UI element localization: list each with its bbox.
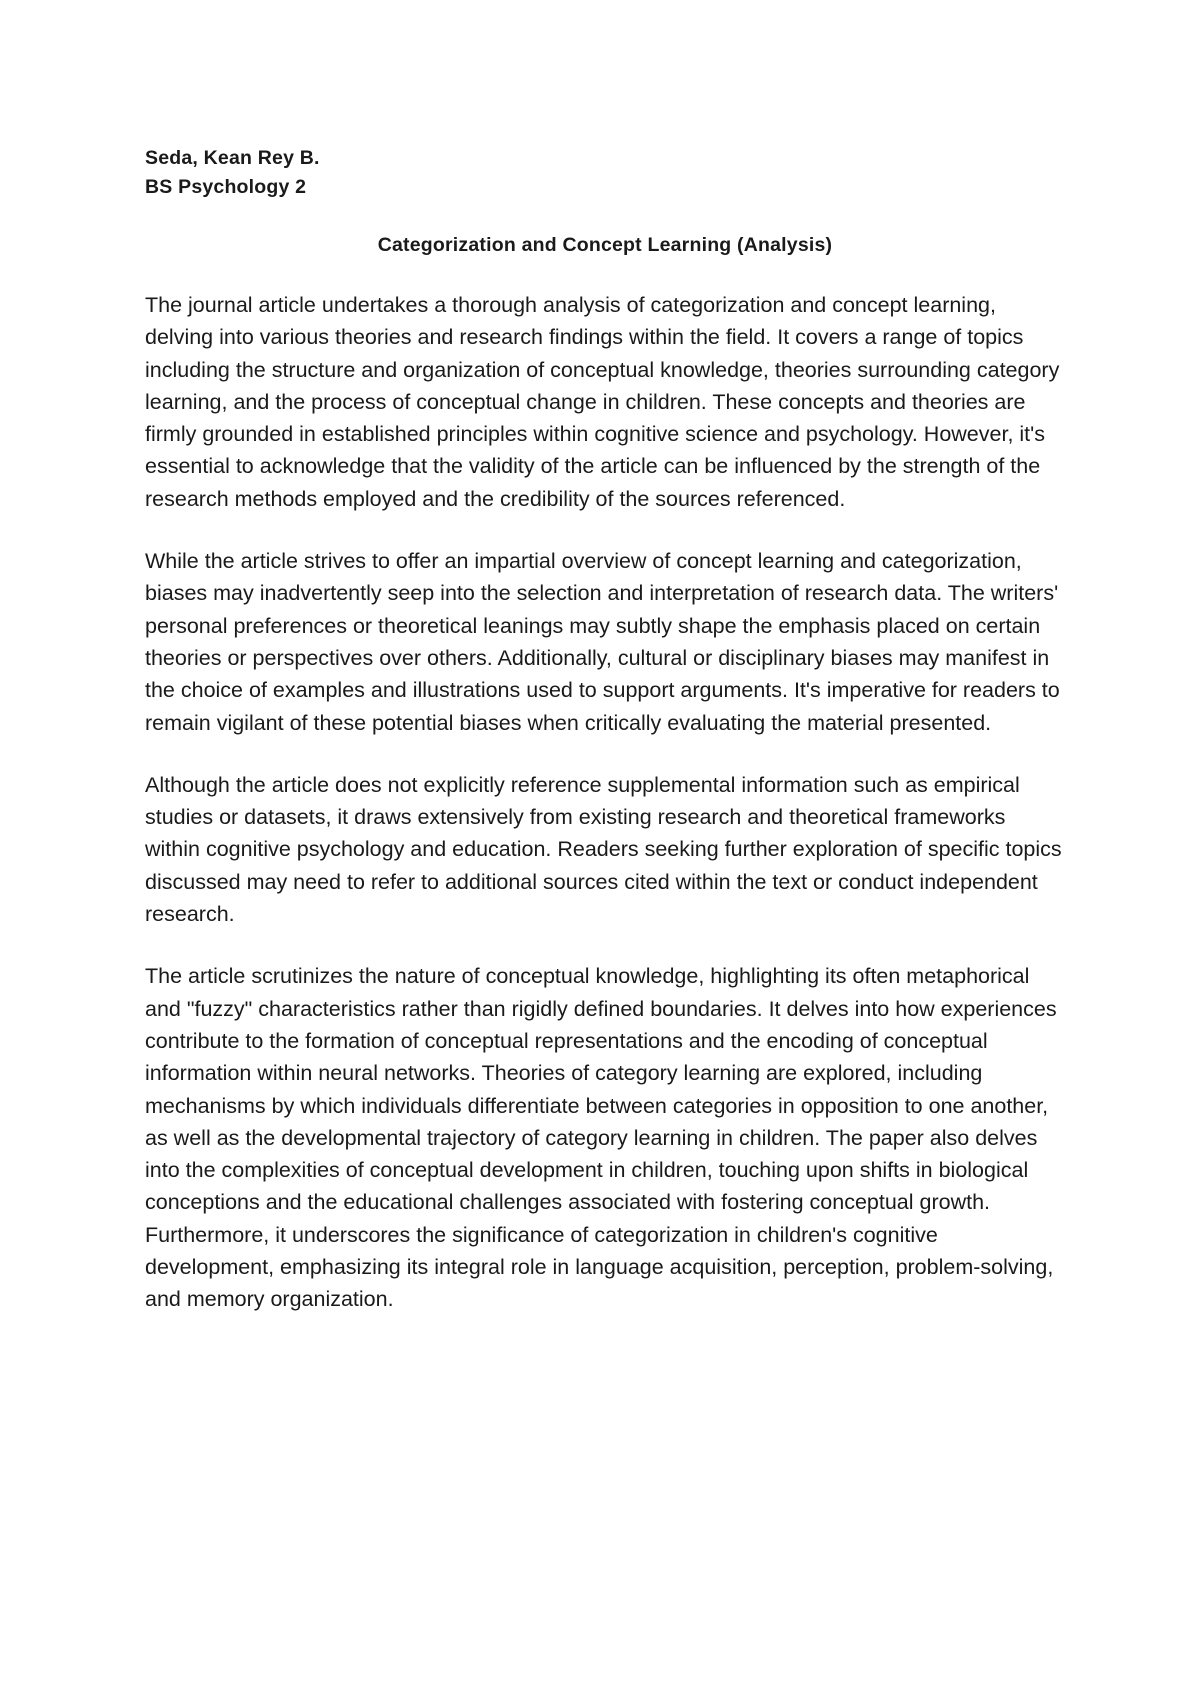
paragraph-4: The article scrutinizes the nature of conceptual knowledge, highlighting its often metaphorical and "fuzzy" characteristics rather than rigidly defined boundaries. It delves into how experiences contribute to the formation of conceptual representations and the encoding of conceptual information within neural networks. Theories of category learning are explored, including mechanisms by which individuals differentiate between categories in opposition to one another, as well as the developmental trajectory of category learning in children. The paper also delves into the complexities of conceptual development in children, touching upon shifts in biological conceptions and the educational challenges associated with fostering conceptual growth. Furthermore, it underscores the significance of categorization in children's cognitive development, emphasizing its integral role in language acquisition, perception, problem-solving, and memory organization. bbox=[145, 964, 1057, 1312]
document-body bbox=[145, 144, 1065, 1346]
paragraph-1: The journal article undertakes a thorough analysis of categorization and concept learning, delving into various theories and research findings within the field. It covers a range of topics including the structure and organization of conceptual knowledge, theories surrounding category learning, and the process of conceptual change in children. These concepts and theories are firmly grounded in established principles within cognitive science and psychology. However, it's essential to acknowledge that the validity of the article can be influenced by the strength of the research methods employed and the credibility of the sources referenced. bbox=[145, 293, 1060, 511]
document-title: Categorization and Concept Learning (Analysis) bbox=[377, 234, 833, 256]
paragraph-3: Although the article does not explicitly reference supplemental information such as empirical studies or datasets, it draws extensively from existing research and theoretical frameworks within cognitive psychology and education. Readers seeking further exploration of specific topics discussed may need to refer to additional sources cited within the text or conduct independent research. bbox=[145, 772, 1062, 927]
paragraph-2: While the article strives to offer an impartial overview of concept learning and categorization, biases may inadvertently seep into the selection and interpretation of research data. The writers' personal preferences or theoretical leanings may subtly shape the emphasis placed on certain theories or perspectives over others. Additionally, cultural or disciplinary biases may manifest in the choice of examples and illustrations used to support arguments. It's imperative for readers to remain vigilant of these potential biases when critically evaluating the material presented. bbox=[145, 549, 1060, 735]
author-program: BS Psychology 2 bbox=[145, 176, 307, 198]
author-name: Seda, Kean Rey B. bbox=[145, 147, 320, 169]
